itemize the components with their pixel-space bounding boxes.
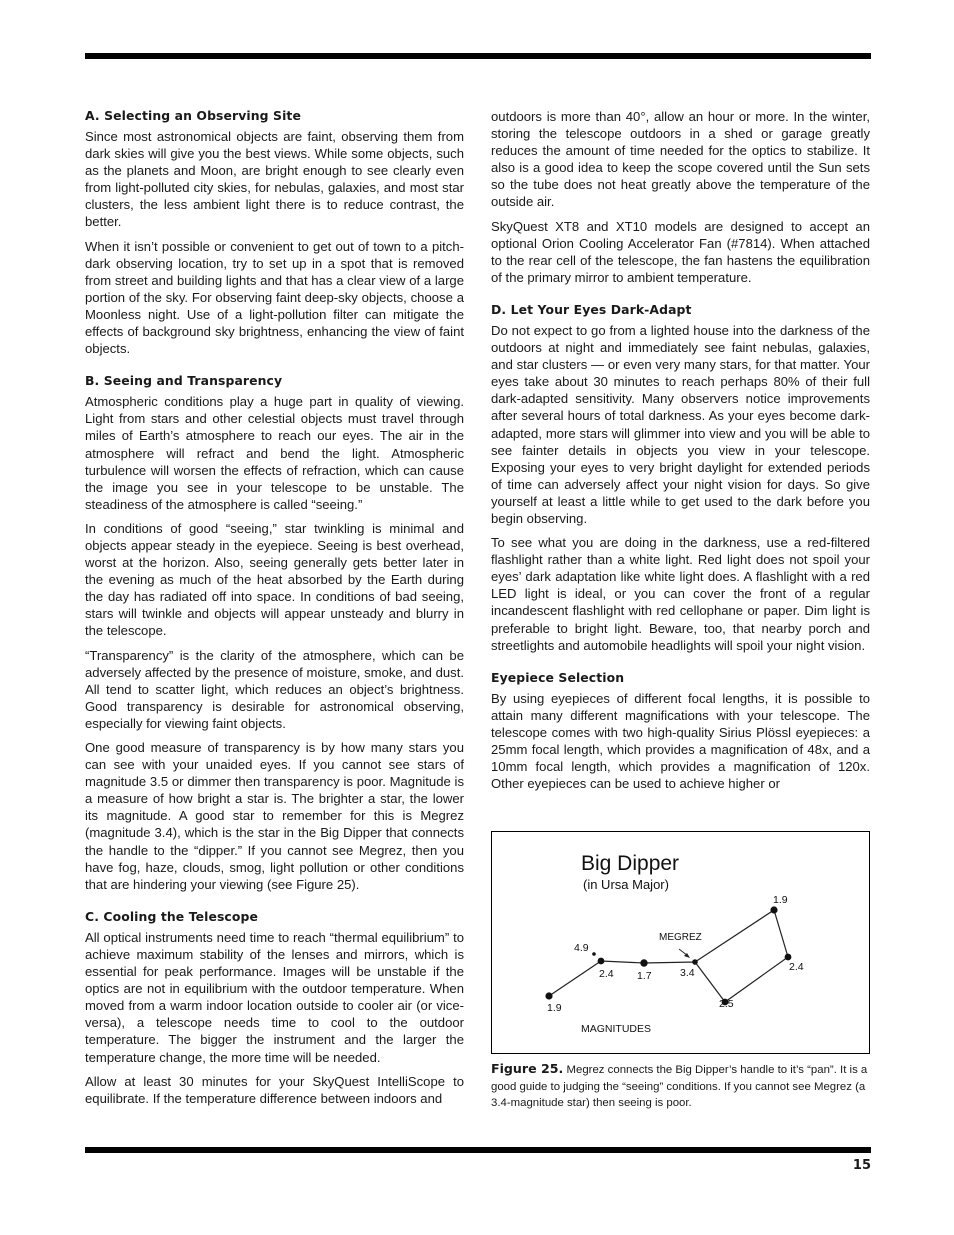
figure-caption: [491, 1061, 873, 1112]
big-dipper-diagram: [492, 832, 871, 1055]
figure-caption-label: Figure 25.: [491, 1061, 564, 1076]
star-handle-faint: [592, 952, 596, 956]
mag-label-bowl-bottom: 2.5: [719, 998, 734, 1010]
star-megrez: [692, 959, 698, 965]
star-handle-2: [598, 958, 605, 965]
mag-label-bowl-top: 1.9: [773, 894, 788, 906]
constellation-lines: [549, 910, 788, 1002]
section-c-continued-paragraph-2: SkyQuest XT8 and XT10 models are designed to accept an optional Orion Cooling Accelerator Fan (#7814). When attached to the rear cell of the telescope, the fan hastens the equilibration of the primary mirror to ambient temperature.: [491, 218, 870, 285]
section-b-paragraph-2: In conditions of good “seeing,” star twinkling is minimal and objects appear steady in the eyepiece. Seeing is best overhead, worst at the horizon. Also, seeing generally gets better later in the evening as much of the heat absorbed by the Earth during the day has radiated off into space. In conditions of bad seeing, stars will twinkle and objects will appear unsteady and blurry in the telescope.: [85, 520, 464, 639]
section-d-heading: D. Let Your Eyes Dark-Adapt: [491, 301, 692, 317]
mag-label-handle-2: 2.4: [599, 968, 614, 980]
section-b-paragraph-4: One good measure of transparency is by how many stars you can see with your unaided eyes. If you cannot see stars of magnitude 3.5 or dimmer then transparency is poor. Magnitude is a measure of how bright a star is. The brighter a star, the lower its magnitude. A good star to remember for this is Megrez (magnitude 3.4), which is the star in the Big Dipper that connects the handle to the “dipper.” If you cannot see Megrez, then you have fog, haze, clouds, smog, light pollution or other conditions that are hindering your viewing (see Figure 25).: [85, 740, 464, 892]
star-bowl-top: [770, 906, 777, 913]
figure-subtitle: (in Ursa Major): [583, 877, 669, 892]
star-handle-3: [640, 959, 647, 966]
page-number: 15: [852, 1158, 871, 1173]
figure-caption-text: Megrez connects the Big Dipper’s handle to it’s “pan”. It is a good guide to judging the “seeing” conditions. If you cannot see Megrez (a 3.4-magnitude star) then seeing is poor.: [491, 1064, 868, 1109]
mag-label-handle-3: 1.7: [637, 970, 652, 982]
section-c-paragraph-2: Allow at least 30 minutes for your SkyQuest IntelliScope to equilibrate. If the temperature difference between indoors and: [85, 1073, 464, 1106]
mag-label-handle-faint: 4.9: [574, 942, 589, 954]
big-dipper-figure: [491, 831, 870, 1054]
top-rule: [85, 53, 871, 59]
mag-label-megrez: 3.4: [680, 967, 695, 979]
mag-label-handle-end: 1.9: [547, 1002, 562, 1014]
section-c-continued-paragraph-1: outdoors is more than 40°, allow an hour or more. In the winter, storing the telescope outdoors in a shed or garage greatly reduces the amount of time needed for the optics to stabilize. It also is a good idea to keep the scope covered until the Sun sets so the tube does not heat greatly above the temperature of the outside air.: [491, 109, 870, 210]
star-handle-end: [545, 992, 552, 999]
section-d-paragraph-1: Do not expect to go from a lighted house into the darkness of the outdoors at night and immediately see faint nebulas, galaxies, and star clusters — or even very many stars, for that matter. Your eyes take about 30 minutes to reach perhaps 80% of their full dark-adapted sensitivity. Many observers notice improvements after several hours of total darkness. As your eyes become dark-adapted, more stars will glimmer into view and you will be able to see fainter details in objects you view in your telescope. Exposing your eyes to very bright daylight for extended periods of time can adversely affect your night vision for days. So give yourself at least a little while to get used to the dark before you begin observing.: [491, 322, 870, 526]
section-a-paragraph-2: When it isn’t possible or convenient to get out of town to a pitch-dark observing location, try to set up in a spot that is removed from street and building lights and that has a clear view of a large portion of the sky. For observing faint deep-sky objects, choose a Moonless night. Use of a light-pollution filter can mitigate the effects of background sky brightness, enhancing the view of faint objects.: [85, 238, 464, 357]
section-c-heading: C. Cooling the Telescope: [85, 908, 258, 924]
section-b-heading: B. Seeing and Transparency: [85, 373, 283, 389]
figure-title: Big Dipper: [581, 852, 680, 875]
section-d-paragraph-2: To see what you are doing in the darkness, use a red-filtered flashlight rather than a white light. Red light does not spoil your eyes’ dark adaptation like white light does. A flashlight with a red LED light is ideal, or you can cover the front of a regular incandescent flashlight with red cellophane or paper. Dim light is preferable to bright light. Beware, too, that nearby porch and streetlights and automobile headlights will spoil your night vision.: [491, 535, 870, 653]
bottom-rule: [85, 1147, 871, 1153]
eyepiece-heading: Eyepiece Selection: [491, 669, 625, 685]
section-c-paragraph-1: All optical instruments need time to reach “thermal equilibrium” to achieve maximum stability of the lenses and mirrors, which is essential for peak performance. Images will be unstable if the optics are not in equilibrium with the outdoor temperature. When moved from a warm indoor location outside to cooler air (or vice-versa), a telescope needs time to cool to the outdoor temperature. The bigger the instrument and the larger the temperature change, the more time will be needed.: [85, 929, 464, 1065]
magnitudes-label: MAGNITUDES: [581, 1023, 652, 1035]
megrez-label: MEGREZ: [659, 932, 702, 943]
right-column: [491, 108, 870, 799]
star-bowl-right: [785, 954, 792, 961]
section-a-heading: A. Selecting an Observing Site: [85, 108, 301, 123]
section-b-paragraph-3: “Transparency” is the clarity of the atmosphere, which can be adversely affected by the presence of moisture, smoke, and dust. All tend to scatter light, which reduces an object’s brightness. Good transparency is desirable for astronomical observing, especially for viewing faint objects.: [85, 647, 464, 731]
section-a-paragraph-1: Since most astronomical objects are faint, observing them from dark skies will give you the best views. While some objects, such as the planets and Moon, are bright enough to see clearly even from light-polluted city skies, for nebulas, galaxies, and most star clusters, the less ambient light there is to reduce contrast, the better.: [85, 129, 464, 230]
mag-label-bowl-right: 2.4: [789, 961, 804, 973]
left-column: [85, 108, 464, 1114]
eyepiece-paragraph-1: By using eyepieces of different focal lengths, it is possible to attain many different magnifications with your telescope. The telescope comes with two high-quality Sirius Plössl eyepieces: a 25mm focal length, which provides a magnification of 48x, and a 10mm focal length, which provides a magnification of 120x. Other eyepieces can be used to achieve higher or: [491, 690, 870, 792]
section-b-paragraph-1: Atmospheric conditions play a huge part in quality of viewing. Light from stars and other celestial objects must travel through miles of Earth’s atmosphere to reach our eyes. The air in the atmosphere will refract and bend the light. Atmospheric turbulence will worsen the effects of refraction, which can cause the image you see in your telescope to be unstable. The steadiness of the atmosphere is called “seeing.”: [85, 394, 464, 512]
